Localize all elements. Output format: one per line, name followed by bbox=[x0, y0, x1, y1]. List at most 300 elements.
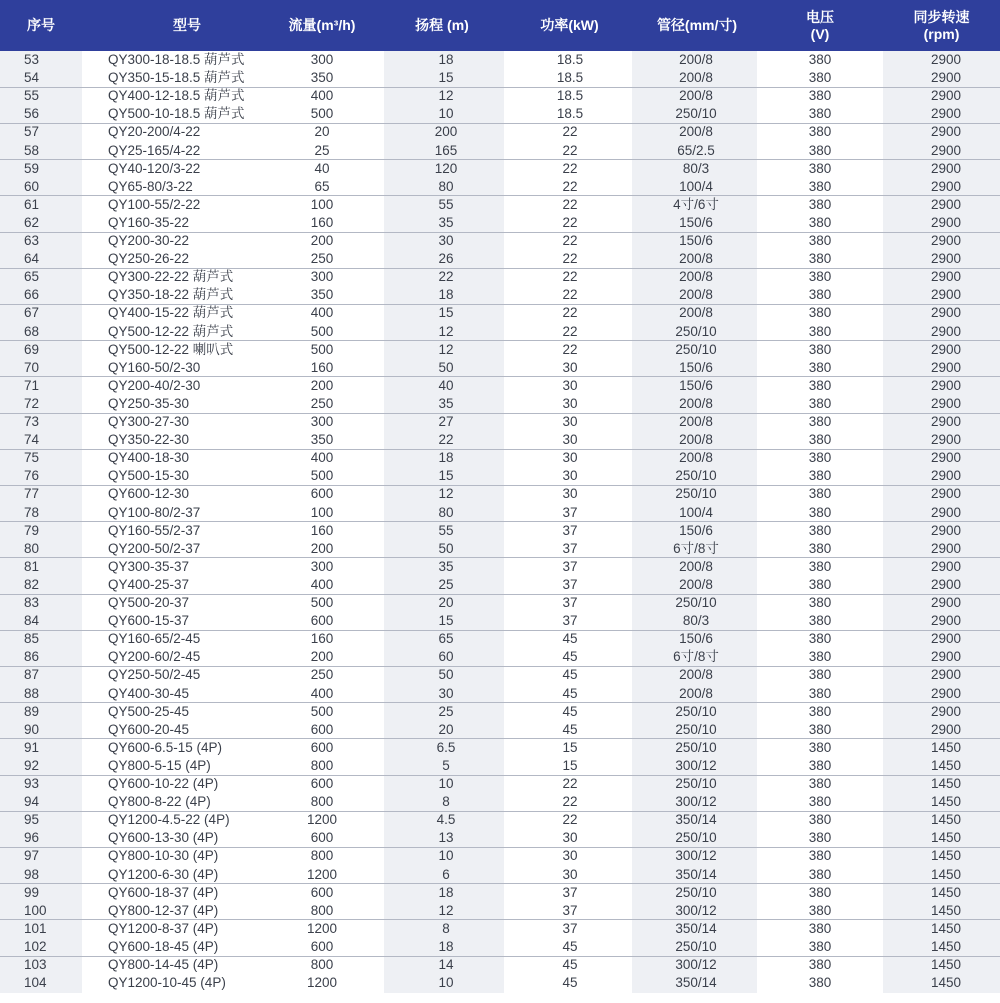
cell-power: 22 bbox=[562, 287, 578, 303]
table-row bbox=[0, 160, 1000, 178]
cell-serial: 97 bbox=[24, 848, 40, 864]
table-row bbox=[0, 522, 1000, 540]
cell-serial: 102 bbox=[24, 938, 47, 954]
cell-voltage: 380 bbox=[808, 685, 832, 701]
cell-speed: 2900 bbox=[930, 613, 962, 629]
cell-pipe-diameter: 200/8 bbox=[679, 305, 713, 321]
cell-serial: 80 bbox=[24, 540, 40, 556]
cell-power: 37 bbox=[562, 613, 578, 629]
cell-speed: 2900 bbox=[930, 70, 962, 86]
table-row bbox=[0, 757, 1000, 775]
cell-pipe-diameter: 200/8 bbox=[679, 667, 713, 683]
table-row bbox=[0, 703, 1000, 721]
cell-model: QY250-35-30 bbox=[108, 395, 190, 411]
cell-flow: 400 bbox=[310, 88, 334, 104]
cell-speed: 2900 bbox=[930, 323, 962, 339]
cell-model: QY100-55/2-22 bbox=[108, 196, 201, 212]
cell-serial: 54 bbox=[24, 70, 40, 86]
cell-flow: 600 bbox=[310, 938, 334, 954]
table-row bbox=[0, 594, 1000, 612]
cell-flow: 250 bbox=[310, 251, 334, 267]
cell-model: QY65-80/3-22 bbox=[108, 178, 193, 194]
cell-voltage: 380 bbox=[808, 576, 832, 592]
cell-serial: 57 bbox=[24, 124, 40, 140]
table-row bbox=[0, 739, 1000, 757]
cell-serial: 81 bbox=[24, 558, 40, 574]
cell-voltage: 380 bbox=[808, 52, 832, 67]
cell-model: QY160-65/2-45 bbox=[108, 631, 201, 647]
cell-speed: 2900 bbox=[930, 414, 962, 429]
cell-model: QY300-18-18.5 葫芦式 bbox=[108, 52, 245, 67]
cell-head: 80 bbox=[438, 178, 454, 194]
cell-head: 20 bbox=[438, 595, 454, 610]
cell-flow: 500 bbox=[310, 468, 334, 484]
header-speed-line-1: 同步转速 bbox=[913, 8, 970, 25]
cell-flow: 40 bbox=[314, 160, 330, 176]
cell-model: QY400-25-37 bbox=[108, 576, 190, 592]
cell-flow: 500 bbox=[310, 323, 334, 339]
cell-pipe-diameter: 300/12 bbox=[675, 757, 717, 773]
cell-pipe-diameter: 250/10 bbox=[675, 106, 717, 122]
cell-flow: 1200 bbox=[306, 975, 338, 991]
cell-serial: 79 bbox=[24, 522, 40, 538]
cell-flow: 400 bbox=[310, 576, 334, 592]
cell-flow: 600 bbox=[310, 776, 334, 791]
table-row bbox=[0, 956, 1000, 974]
cell-voltage: 380 bbox=[808, 631, 832, 647]
cell-voltage: 380 bbox=[808, 468, 832, 484]
cell-pipe-diameter: 200/8 bbox=[679, 88, 713, 104]
cell-voltage: 380 bbox=[808, 160, 832, 176]
cell-pipe-diameter: 150/6 bbox=[679, 631, 713, 647]
table-row bbox=[0, 142, 1000, 160]
cell-head: 18 bbox=[438, 287, 454, 303]
cell-head: 25 bbox=[438, 703, 454, 719]
cell-power: 22 bbox=[562, 341, 578, 357]
cell-speed: 1450 bbox=[930, 866, 962, 882]
cell-pipe-diameter: 250/10 bbox=[675, 884, 717, 900]
cell-speed: 1450 bbox=[930, 812, 962, 828]
cell-voltage: 380 bbox=[808, 287, 832, 303]
cell-pipe-diameter: 100/4 bbox=[679, 178, 713, 194]
cell-voltage: 380 bbox=[808, 124, 832, 140]
cell-power: 45 bbox=[562, 631, 578, 647]
cell-power: 37 bbox=[562, 558, 578, 574]
cell-speed: 1450 bbox=[930, 975, 962, 991]
cell-serial: 71 bbox=[24, 377, 40, 393]
table-row bbox=[0, 847, 1000, 865]
cell-pipe-diameter: 250/10 bbox=[675, 830, 717, 846]
cell-speed: 2900 bbox=[930, 395, 962, 411]
cell-flow: 800 bbox=[310, 902, 334, 918]
cell-speed: 2900 bbox=[930, 251, 962, 267]
table-row bbox=[0, 648, 1000, 666]
cell-pipe-diameter: 250/10 bbox=[675, 323, 717, 339]
cell-speed: 2900 bbox=[930, 341, 962, 357]
table-row bbox=[0, 123, 1000, 141]
cell-pipe-diameter: 250/10 bbox=[675, 703, 717, 719]
cell-pipe-diameter: 150/6 bbox=[679, 522, 713, 538]
cell-model: QY600-6.5-15 (4P) bbox=[108, 739, 223, 755]
cell-head: 18 bbox=[438, 938, 454, 954]
cell-model: QY600-18-45 (4P) bbox=[108, 938, 219, 954]
table-row bbox=[0, 359, 1000, 377]
cell-power: 30 bbox=[562, 377, 578, 393]
cell-flow: 200 bbox=[310, 649, 334, 665]
cell-power: 18.5 bbox=[556, 70, 584, 86]
table-row bbox=[0, 51, 1000, 69]
cell-head: 18 bbox=[438, 450, 454, 466]
cell-power: 22 bbox=[562, 124, 578, 140]
cell-power: 30 bbox=[562, 468, 578, 484]
cell-serial: 95 bbox=[24, 812, 40, 828]
cell-flow: 1200 bbox=[306, 920, 338, 936]
cell-flow: 1200 bbox=[306, 812, 338, 828]
cell-speed: 2900 bbox=[930, 52, 962, 67]
cell-pipe-diameter: 250/10 bbox=[675, 938, 717, 954]
cell-flow: 800 bbox=[310, 794, 334, 810]
cell-head: 5 bbox=[442, 757, 450, 773]
cell-power: 22 bbox=[562, 142, 578, 158]
cell-flow: 600 bbox=[310, 830, 334, 846]
header-pipe-diameter: 管径(mm/寸) bbox=[656, 17, 738, 33]
cell-serial: 85 bbox=[24, 631, 40, 647]
cell-head: 35 bbox=[438, 214, 454, 230]
cell-serial: 83 bbox=[24, 595, 40, 610]
cell-head: 12 bbox=[438, 341, 454, 357]
cell-power: 18.5 bbox=[556, 106, 584, 122]
cell-serial: 66 bbox=[24, 287, 40, 303]
cell-serial: 59 bbox=[24, 160, 40, 176]
cell-model: QY200-40/2-30 bbox=[108, 377, 201, 393]
cell-power: 18.5 bbox=[556, 52, 584, 67]
table-row bbox=[0, 793, 1000, 811]
cell-power: 22 bbox=[562, 251, 578, 267]
cell-power: 30 bbox=[562, 450, 578, 466]
cell-serial: 73 bbox=[24, 414, 40, 429]
cell-pipe-diameter: 250/10 bbox=[675, 595, 717, 610]
cell-power: 18.5 bbox=[556, 88, 584, 104]
cell-model: QY160-50/2-30 bbox=[108, 359, 201, 375]
cell-speed: 2900 bbox=[930, 178, 962, 194]
cell-head: 10 bbox=[438, 848, 454, 864]
cell-speed: 1450 bbox=[930, 757, 962, 773]
cell-speed: 1450 bbox=[930, 884, 962, 900]
cell-speed: 2900 bbox=[930, 649, 962, 665]
cell-pipe-diameter: 150/6 bbox=[679, 214, 713, 230]
cell-power: 30 bbox=[562, 866, 578, 882]
cell-model: QY500-25-45 bbox=[108, 703, 190, 719]
cell-model: QY1200-4.5-22 (4P) bbox=[108, 812, 230, 828]
cell-voltage: 380 bbox=[808, 395, 832, 411]
table-body bbox=[0, 51, 1000, 993]
cell-pipe-diameter: 300/12 bbox=[675, 794, 717, 810]
cell-speed: 2900 bbox=[930, 504, 962, 520]
cell-voltage: 380 bbox=[808, 178, 832, 194]
cell-head: 200 bbox=[434, 124, 458, 140]
cell-model: QY500-15-30 bbox=[108, 468, 190, 484]
cell-model: QY300-27-30 bbox=[108, 414, 190, 429]
table-row bbox=[0, 178, 1000, 196]
cell-model: QY600-20-45 bbox=[108, 721, 190, 737]
cell-speed: 2900 bbox=[930, 88, 962, 104]
cell-model: QY200-60/2-45 bbox=[108, 649, 201, 665]
cell-head: 35 bbox=[438, 558, 454, 574]
cell-pipe-diameter: 200/8 bbox=[679, 395, 713, 411]
cell-model: QY25-165/4-22 bbox=[108, 142, 201, 158]
cell-model: QY600-15-37 bbox=[108, 613, 190, 629]
cell-head: 10 bbox=[438, 776, 454, 791]
cell-model: QY20-200/4-22 bbox=[108, 124, 201, 140]
table-row bbox=[0, 974, 1000, 992]
cell-head: 8 bbox=[442, 794, 450, 810]
cell-speed: 2900 bbox=[930, 214, 962, 230]
cell-power: 22 bbox=[562, 305, 578, 321]
table-row bbox=[0, 250, 1000, 268]
cell-head: 18 bbox=[438, 884, 454, 900]
table-row bbox=[0, 902, 1000, 920]
cell-model: QY200-50/2-37 bbox=[108, 540, 201, 556]
cell-head: 13 bbox=[438, 830, 454, 846]
table-row bbox=[0, 69, 1000, 87]
cell-pipe-diameter: 250/10 bbox=[675, 468, 717, 484]
table-row bbox=[0, 558, 1000, 576]
cell-voltage: 380 bbox=[808, 214, 832, 230]
cell-head: 35 bbox=[438, 395, 454, 411]
cell-serial: 77 bbox=[24, 486, 40, 502]
cell-pipe-diameter: 300/12 bbox=[675, 902, 717, 918]
table-row bbox=[0, 214, 1000, 232]
cell-head: 20 bbox=[438, 721, 454, 737]
cell-model: QY350-15-18.5 葫芦式 bbox=[108, 70, 245, 86]
cell-flow: 350 bbox=[310, 70, 334, 86]
cell-power: 45 bbox=[562, 957, 578, 972]
cell-model: QY250-50/2-45 bbox=[108, 667, 201, 683]
header-speed-line-2: (rpm) bbox=[923, 25, 960, 42]
cell-voltage: 380 bbox=[808, 359, 832, 375]
cell-speed: 1450 bbox=[930, 739, 962, 755]
cell-speed: 2900 bbox=[930, 522, 962, 538]
cell-flow: 100 bbox=[310, 504, 334, 520]
cell-head: 27 bbox=[438, 414, 454, 429]
cell-speed: 1450 bbox=[930, 830, 962, 846]
cell-pipe-diameter: 350/14 bbox=[675, 920, 717, 936]
cell-model: QY40-120/3-22 bbox=[108, 160, 201, 176]
cell-speed: 1450 bbox=[930, 776, 962, 791]
cell-speed: 2900 bbox=[930, 631, 962, 647]
cell-model: QY400-12-18.5 葫芦式 bbox=[108, 88, 245, 104]
cell-model: QY800-8-22 (4P) bbox=[108, 794, 211, 810]
cell-voltage: 380 bbox=[808, 703, 832, 719]
cell-voltage: 380 bbox=[808, 450, 832, 466]
cell-power: 45 bbox=[562, 649, 578, 665]
cell-voltage: 380 bbox=[808, 486, 832, 502]
cell-voltage: 380 bbox=[808, 233, 832, 248]
cell-voltage: 380 bbox=[808, 414, 832, 429]
cell-model: QY400-18-30 bbox=[108, 450, 190, 466]
cell-voltage: 380 bbox=[808, 323, 832, 339]
cell-pipe-diameter: 200/8 bbox=[679, 450, 713, 466]
cell-head: 22 bbox=[438, 269, 454, 285]
cell-voltage: 380 bbox=[808, 305, 832, 321]
cell-power: 37 bbox=[562, 576, 578, 592]
cell-pipe-diameter: 250/10 bbox=[675, 486, 717, 502]
table-row bbox=[0, 196, 1000, 214]
cell-head: 15 bbox=[438, 305, 454, 321]
cell-head: 4.5 bbox=[436, 812, 456, 828]
cell-voltage: 380 bbox=[808, 341, 832, 357]
header-voltage bbox=[757, 0, 883, 51]
cell-serial: 84 bbox=[24, 613, 40, 629]
cell-speed: 2900 bbox=[930, 432, 962, 448]
cell-voltage: 380 bbox=[808, 884, 832, 900]
cell-voltage: 380 bbox=[808, 251, 832, 267]
cell-flow: 400 bbox=[310, 685, 334, 701]
cell-speed: 2900 bbox=[930, 721, 962, 737]
cell-speed: 2900 bbox=[930, 703, 962, 719]
cell-head: 50 bbox=[438, 359, 454, 375]
cell-voltage: 380 bbox=[808, 142, 832, 158]
table-row bbox=[0, 540, 1000, 558]
cell-flow: 160 bbox=[310, 214, 334, 230]
cell-power: 15 bbox=[562, 757, 578, 773]
table-row bbox=[0, 721, 1000, 739]
table-row bbox=[0, 630, 1000, 648]
cell-power: 22 bbox=[562, 178, 578, 194]
cell-serial: 93 bbox=[24, 776, 40, 791]
cell-voltage: 380 bbox=[808, 558, 832, 574]
cell-model: QY600-10-22 (4P) bbox=[108, 776, 219, 791]
cell-serial: 61 bbox=[24, 196, 40, 212]
cell-head: 14 bbox=[438, 957, 454, 972]
cell-power: 45 bbox=[562, 721, 578, 737]
table-row bbox=[0, 413, 1000, 431]
cell-voltage: 380 bbox=[808, 957, 832, 972]
cell-power: 30 bbox=[562, 395, 578, 411]
table-row bbox=[0, 341, 1000, 359]
cell-model: QY600-18-37 (4P) bbox=[108, 884, 219, 900]
cell-model: QY1200-8-37 (4P) bbox=[108, 920, 219, 936]
cell-flow: 25 bbox=[314, 142, 330, 158]
cell-model: QY600-13-30 (4P) bbox=[108, 830, 219, 846]
cell-power: 22 bbox=[562, 323, 578, 339]
cell-pipe-diameter: 250/10 bbox=[675, 776, 717, 791]
cell-voltage: 380 bbox=[808, 432, 832, 448]
cell-serial: 88 bbox=[24, 685, 40, 701]
table-row bbox=[0, 685, 1000, 703]
cell-power: 45 bbox=[562, 938, 578, 954]
cell-pipe-diameter: 200/8 bbox=[679, 269, 713, 285]
cell-model: QY500-10-18.5 葫芦式 bbox=[108, 106, 245, 122]
cell-head: 40 bbox=[438, 377, 454, 393]
cell-flow: 100 bbox=[310, 196, 334, 212]
cell-pipe-diameter: 200/8 bbox=[679, 432, 713, 448]
cell-head: 65 bbox=[438, 631, 454, 647]
table-row bbox=[0, 105, 1000, 123]
cell-pipe-diameter: 300/12 bbox=[675, 957, 717, 972]
cell-head: 8 bbox=[442, 920, 450, 936]
cell-serial: 101 bbox=[24, 920, 47, 936]
cell-model: QY800-10-30 (4P) bbox=[108, 848, 219, 864]
table-row bbox=[0, 938, 1000, 956]
cell-flow: 65 bbox=[314, 178, 330, 194]
cell-model: QY160-35-22 bbox=[108, 214, 190, 230]
cell-flow: 160 bbox=[310, 522, 334, 538]
cell-flow: 500 bbox=[310, 106, 334, 122]
table-row bbox=[0, 87, 1000, 105]
cell-model: QY200-30-22 bbox=[108, 233, 190, 248]
cell-power: 22 bbox=[562, 196, 578, 212]
cell-serial: 56 bbox=[24, 106, 40, 122]
cell-flow: 160 bbox=[310, 631, 334, 647]
cell-speed: 2900 bbox=[930, 450, 962, 466]
cell-speed: 1450 bbox=[930, 938, 962, 954]
cell-flow: 400 bbox=[310, 450, 334, 466]
cell-pipe-diameter: 150/6 bbox=[679, 233, 713, 248]
cell-pipe-diameter: 80/3 bbox=[682, 160, 710, 176]
header-model: 型号 bbox=[173, 17, 201, 33]
cell-flow: 300 bbox=[310, 558, 334, 574]
cell-flow: 300 bbox=[310, 414, 334, 429]
cell-serial: 96 bbox=[24, 830, 40, 846]
cell-serial: 62 bbox=[24, 214, 40, 230]
cell-power: 15 bbox=[562, 739, 578, 755]
cell-head: 55 bbox=[438, 196, 454, 212]
cell-head: 165 bbox=[434, 142, 458, 158]
cell-speed: 1450 bbox=[930, 920, 962, 936]
cell-voltage: 380 bbox=[808, 595, 832, 610]
cell-pipe-diameter: 150/6 bbox=[679, 359, 713, 375]
cell-flow: 20 bbox=[314, 124, 330, 140]
cell-model: QY500-12-22 葫芦式 bbox=[108, 323, 234, 339]
cell-speed: 2900 bbox=[930, 160, 962, 176]
cell-voltage: 380 bbox=[808, 739, 832, 755]
cell-speed: 1450 bbox=[930, 902, 962, 918]
cell-serial: 103 bbox=[24, 957, 47, 972]
cell-voltage: 380 bbox=[808, 522, 832, 538]
cell-head: 12 bbox=[438, 486, 454, 502]
cell-model: QY600-12-30 bbox=[108, 486, 190, 502]
table-header bbox=[0, 0, 1000, 51]
cell-voltage: 380 bbox=[808, 196, 832, 212]
cell-speed: 2900 bbox=[930, 486, 962, 502]
cell-pipe-diameter: 350/14 bbox=[675, 866, 717, 882]
cell-model: QY800-14-45 (4P) bbox=[108, 957, 219, 972]
cell-power: 22 bbox=[562, 214, 578, 230]
cell-voltage: 380 bbox=[808, 938, 832, 954]
cell-head: 15 bbox=[438, 70, 454, 86]
cell-model: QY1200-10-45 (4P) bbox=[108, 975, 226, 991]
cell-flow: 250 bbox=[310, 395, 334, 411]
cell-serial: 76 bbox=[24, 468, 40, 484]
cell-model: QY250-26-22 bbox=[108, 251, 190, 267]
cell-power: 45 bbox=[562, 685, 578, 701]
cell-serial: 67 bbox=[24, 305, 40, 321]
cell-voltage: 380 bbox=[808, 902, 832, 918]
cell-flow: 300 bbox=[310, 52, 334, 67]
table-row bbox=[0, 268, 1000, 286]
header-flow: 流量(m³/h) bbox=[288, 17, 356, 33]
header-serial: 序号 bbox=[27, 17, 55, 33]
cell-serial: 58 bbox=[24, 142, 40, 158]
cell-pipe-diameter: 350/14 bbox=[675, 975, 717, 991]
table-row bbox=[0, 504, 1000, 522]
table-row bbox=[0, 775, 1000, 793]
cell-serial: 75 bbox=[24, 450, 40, 466]
cell-power: 37 bbox=[562, 595, 578, 610]
cell-pipe-diameter: 250/10 bbox=[675, 341, 717, 357]
cell-pipe-diameter: 200/8 bbox=[679, 685, 713, 701]
